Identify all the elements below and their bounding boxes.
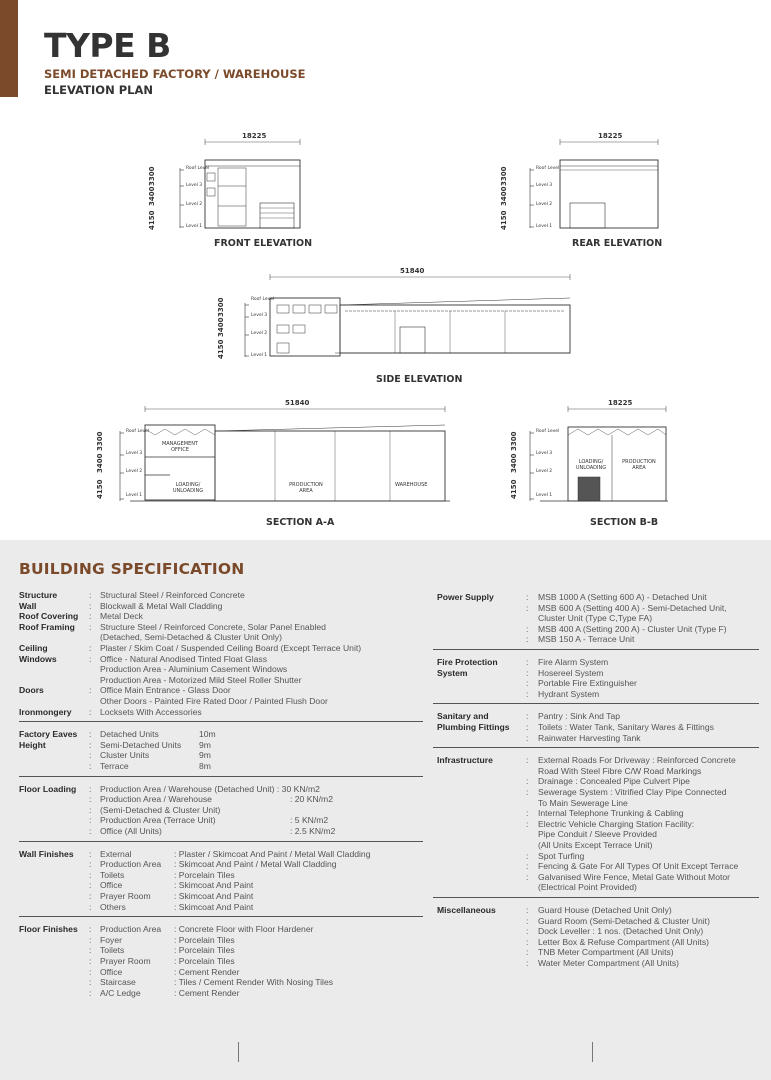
spec-bullet: : (526, 915, 529, 926)
spec-bullet: : (526, 861, 529, 872)
spec-bullet: : (526, 634, 529, 645)
spec-bullet: : (526, 711, 529, 722)
spec-colon: : (89, 750, 92, 761)
spec-bullet: : (526, 818, 529, 829)
spec-value: Road With Steel Fibre C/W Road Markings (538, 765, 702, 776)
spec-bullet: : (526, 787, 529, 797)
spec-colon: : (89, 685, 92, 696)
spec-pair-value: : 2.5 KN/m2 (290, 826, 336, 836)
spec-value: Drainage : Concealed Pipe Culvert Pipe (538, 776, 690, 787)
spec-pair-key: Cluster Units (100, 750, 150, 761)
spec-bullet: : (526, 623, 529, 634)
spec-right-separator (433, 649, 759, 650)
spec-value: Blockwall & Metal Wall Cladding (100, 600, 223, 611)
spec-colon: : (89, 826, 92, 836)
spec-colon: : (89, 729, 92, 740)
spec-label: Floor Loading (19, 783, 77, 794)
spec-value: Guard Room (Semi-Detached & Cluster Unit) (538, 915, 710, 926)
spec-pair-key: (Semi-Detached & Cluster Unit) (100, 804, 221, 815)
rear-height-1: 4150 (500, 210, 508, 230)
page-title: TYPE B (44, 26, 171, 65)
spec-label: Sanitary and Plumbing Fittings (437, 711, 510, 732)
spec-value: MSB 600 A (Setting 400 A) - Semi-Detached Unit, (538, 602, 727, 613)
spec-label: Infrastructure (437, 755, 493, 766)
spec-colon: : (89, 600, 92, 611)
front-level-1: Level 1 (186, 224, 203, 229)
rear-level-roof: Roof Level (536, 166, 560, 171)
spec-right-separator (433, 897, 759, 898)
spec-pair-value: : Skimcoat And Paint / Metal Wall Cladding (174, 859, 337, 870)
spec-value: Cluster Unit (Type C,Type FA) (538, 613, 653, 624)
spec-colon: : (89, 880, 92, 891)
section-b-height-1: 4150 (510, 479, 518, 499)
spec-value: TNB Meter Compartment (All Units) (538, 947, 674, 958)
front-level-2: Level 2 (186, 202, 203, 207)
spec-bullet: : (526, 602, 529, 613)
side-level-2: Level 2 (251, 331, 268, 336)
spec-label: Factory Eaves Height (19, 729, 78, 750)
spec-pair-value: : Porcelain Tiles (174, 869, 235, 880)
spec-pair-value: : Tiles / Cement Render With Nosing Tiles (174, 977, 334, 988)
spec-colon: : (89, 761, 92, 771)
spec-pair-key: Production Area (Terrace Unit) (100, 815, 216, 826)
spec-value: Spot Turfing (538, 850, 585, 861)
rear-level-1: Level 1 (536, 224, 553, 229)
side-width-dim: 51840 (400, 267, 425, 275)
spec-colon: : (89, 848, 92, 859)
spec-value: (All Units Except Terrace Unit) (538, 840, 653, 850)
spec-value: (Electrical Point Provided) (538, 882, 637, 893)
spec-colon: : (89, 977, 92, 988)
spec-value: Fencing & Gate For All Types Of Unit Except Terrace (538, 861, 739, 872)
spec-value: Sewerage System : Vitrified Clay Pipe Connected (538, 787, 727, 797)
section-a-label-office: MANAGEMENT OFFICE (161, 441, 199, 453)
spec-bullet: : (526, 667, 529, 678)
spec-pair-key: External (100, 848, 132, 859)
spec-value: Plaster / Skim Coat / Suspended Ceiling Board (Except Terrace Unit) (100, 643, 362, 653)
spec-pair-value: : Porcelain Tiles (174, 945, 235, 956)
spec-pair-key: Prayer Room (100, 891, 151, 901)
section-b-label-production: PRODUCTION AREA (622, 459, 656, 471)
spec-value: MSB 150 A - Terrace Unit (538, 634, 635, 645)
side-height-3: 3300 (217, 297, 225, 317)
front-height-1: 4150 (148, 210, 156, 230)
section-a-label-warehouse: WAREHOUSE (395, 482, 428, 488)
spec-right-separator (433, 703, 759, 704)
front-level-roof: Roof Level (186, 166, 210, 171)
spec-value: Metal Deck (100, 611, 143, 622)
spec-colon: : (89, 621, 92, 632)
spec-label: Power Supply (437, 592, 494, 602)
section-b-level-2: Level 2 (536, 469, 553, 474)
rear-height-3: 3300 (500, 166, 508, 186)
spec-pair-key: Semi-Detached Units (100, 739, 182, 750)
spec-bullet: : (526, 936, 529, 947)
section-b-height-3: 3300 (510, 431, 518, 451)
footer-divider-left (238, 1042, 239, 1062)
spec-bullet: : (526, 871, 529, 882)
spec-bullet: : (526, 688, 529, 699)
spec-colon: : (89, 643, 92, 653)
side-level-1: Level 1 (251, 353, 268, 358)
spec-value: Other Doors - Painted Fire Rated Door / Painted Flush Door (100, 696, 328, 706)
spec-pair-value: : Plaster / Skimcoat And Paint / Metal Wall Cladding (174, 848, 371, 859)
section-a-label-loading: LOADING/ UNLOADING (172, 482, 204, 494)
spec-colon: : (89, 706, 92, 717)
section-a-caption: SECTION A-A (266, 517, 335, 528)
front-width-dim: 18225 (242, 132, 267, 140)
page-subtitle-2: ELEVATION PLAN (44, 83, 153, 97)
rear-level-2: Level 2 (536, 202, 553, 207)
spec-pair-value: : Skimcoat And Paint (174, 901, 254, 912)
spec-label: Roof Covering (19, 611, 79, 622)
spec-pair-value: : Skimcoat And Paint (174, 891, 254, 901)
spec-label: Ceiling (19, 643, 48, 653)
spec-bullet: : (526, 592, 529, 602)
spec-label: Ironmongery (19, 706, 72, 717)
spec-label: Miscellaneous (437, 905, 496, 915)
rear-level-3: Level 3 (536, 183, 553, 188)
spec-bullet: : (526, 755, 529, 766)
spec-bullet: : (526, 958, 529, 968)
section-a-width-dim: 51840 (285, 399, 310, 407)
front-elevation-drawing (148, 128, 313, 253)
spec-value: (Detached, Semi-Detached & Cluster Unit Only) (100, 632, 282, 643)
side-level-3: Level 3 (251, 313, 268, 318)
spec-pair-value: 9m (199, 750, 211, 761)
spec-bullet: : (526, 732, 529, 743)
spec-left-separator (19, 776, 423, 777)
spec-colon: : (89, 815, 92, 826)
spec-value: Pipe Conduit / Sleeve Provided (538, 829, 657, 840)
spec-pair-key: Office (100, 880, 123, 891)
spec-value: Structural Steel / Reinforced Concrete (100, 590, 245, 600)
spec-pair-key: Terrace (100, 761, 129, 771)
rear-elevation-drawing (500, 128, 663, 253)
page-subtitle: SEMI DETACHED FACTORY / WAREHOUSE (44, 67, 306, 81)
section-b-caption: SECTION B-B (590, 517, 659, 528)
spec-colon: : (89, 804, 92, 815)
section-a-label-production: PRODUCTION AREA (289, 482, 323, 494)
spec-value: MSB 1000 A (Setting 600 A) - Detached Unit (538, 592, 707, 602)
section-a-height-1: 4150 (96, 479, 104, 499)
rear-width-dim: 18225 (598, 132, 623, 140)
section-b-height-2: 3400 (510, 453, 518, 473)
spec-pair-key: A/C Ledge (100, 987, 141, 998)
side-height-2: 3400 (217, 317, 225, 337)
spec-colon: : (89, 987, 92, 998)
spec-pair-key: Production Area / Warehouse (Detached Unit) : 30 KN/m2 (100, 783, 320, 794)
side-elevation-drawing (215, 265, 575, 375)
spec-value: Office Main Entrance - Glass Door (100, 685, 231, 696)
spec-value: Office - Natural Anodised Tinted Float Glass (100, 653, 268, 664)
spec-value: Galvanised Wire Fence, Metal Gate Without Motor (538, 871, 730, 882)
front-elevation-caption: FRONT ELEVATION (214, 238, 313, 249)
section-a-drawing (90, 395, 460, 515)
spec-pair-value: : Cement Render (174, 987, 240, 998)
spec-bullet: : (526, 850, 529, 861)
spec-value: To Main Sewerage Line (538, 797, 628, 808)
spec-left-separator (19, 721, 423, 722)
footer-divider-right (592, 1042, 593, 1062)
spec-pair-key: Foyer (100, 934, 122, 945)
spec-pair-key: Staircase (100, 977, 136, 988)
spec-bullet: : (526, 722, 529, 732)
spec-pair-value: 10m (199, 729, 216, 740)
front-level-3: Level 3 (186, 183, 203, 188)
spec-value: Fire Alarm System (538, 657, 609, 667)
spec-colon: : (89, 611, 92, 622)
spec-colon: : (89, 956, 92, 966)
spec-pair-value: : 20 KN/m2 (290, 794, 333, 805)
spec-value: Structure Steel / Reinforced Concrete, Solar Panel Enabled (100, 621, 326, 632)
spec-pair-key: Production Area (100, 924, 162, 935)
brand-accent-bar (0, 0, 18, 97)
spec-value: Toilets : Water Tank, Sanitary Wares & Fittings (538, 722, 714, 732)
spec-value: Hosereel System (538, 667, 604, 678)
spec-label: Wall (19, 600, 37, 611)
rear-elevation-caption: REAR ELEVATION (572, 238, 663, 249)
rear-height-2: 3400 (500, 186, 508, 206)
spec-value: Internal Telephone Trunking & Cabling (538, 808, 684, 819)
spec-pair-value: : Porcelain Tiles (174, 956, 235, 966)
spec-value: Letter Box & Refuse Compartment (All Units) (538, 936, 709, 947)
spec-colon: : (89, 859, 92, 870)
spec-pair-value: : 5 KN/m2 (290, 815, 329, 826)
spec-pair-key: Office (100, 966, 123, 977)
spec-colon: : (89, 783, 92, 794)
spec-value: Water Meter Compartment (All Units) (538, 958, 680, 968)
section-a-height-3: 3300 (96, 431, 104, 451)
spec-pair-value: : Porcelain Tiles (174, 934, 235, 945)
specification-title: BUILDING SPECIFICATION (19, 560, 245, 578)
spec-bullet: : (526, 808, 529, 819)
spec-bullet: : (526, 657, 529, 667)
front-height-2: 3400 (148, 186, 156, 206)
spec-colon: : (89, 653, 92, 664)
spec-colon: : (89, 901, 92, 912)
spec-value: Guard House (Detached Unit Only) (538, 905, 672, 915)
spec-colon: : (89, 739, 92, 750)
section-a-level-2: Level 2 (126, 469, 143, 474)
spec-pair-value: : Concrete Floor with Floor Hardener (174, 924, 314, 935)
side-level-roof: Roof Level (251, 297, 275, 302)
spec-value: Locksets With Accessories (100, 706, 202, 717)
spec-pair-value: 8m (199, 761, 211, 771)
spec-pair-key: Detached Units (100, 729, 159, 740)
spec-label: Roof Framing (19, 621, 75, 632)
spec-label: Doors (19, 685, 44, 696)
section-b-label-loading: LOADING/ UNLOADING (575, 459, 607, 471)
section-a-level-3: Level 3 (126, 451, 143, 456)
spec-label: Floor Finishes (19, 924, 78, 935)
spec-colon: : (89, 869, 92, 880)
spec-colon: : (89, 934, 92, 945)
spec-bullet: : (526, 905, 529, 915)
spec-colon: : (89, 590, 92, 600)
section-b-level-roof: Roof Level (536, 429, 560, 434)
spec-value: MSB 400 A (Setting 200 A) - Cluster Unit (Type F) (538, 623, 727, 634)
spec-colon: : (89, 945, 92, 956)
section-a-level-roof: Roof Level (126, 429, 150, 434)
spec-left-separator (19, 916, 423, 917)
spec-label: Structure (19, 590, 58, 600)
section-b-level-1: Level 1 (536, 493, 553, 498)
spec-value: Rainwater Harvesting Tank (538, 732, 641, 743)
spec-bullet: : (526, 678, 529, 689)
side-height-1: 4150 (217, 339, 225, 359)
spec-bullet: : (526, 947, 529, 958)
section-a-height-2: 3400 (96, 453, 104, 473)
section-a-level-1: Level 1 (126, 493, 143, 498)
spec-bullet: : (526, 926, 529, 937)
spec-colon: : (89, 966, 92, 977)
spec-pair-key: Prayer Room (100, 956, 151, 966)
spec-colon: : (89, 794, 92, 805)
side-elevation-caption: SIDE ELEVATION (376, 374, 463, 385)
spec-pair-key: Toilets (100, 869, 125, 880)
spec-pair-key: Production Area / Warehouse (100, 794, 212, 805)
spec-value: Portable Fire Extinguisher (538, 678, 637, 689)
front-height-3: 3300 (148, 166, 156, 186)
section-b-level-3: Level 3 (536, 451, 553, 456)
spec-value: Electric Vehicle Charging Station Facility: (538, 818, 695, 829)
spec-value: External Roads For Driveway : Reinforced Concrete (538, 755, 736, 766)
spec-value: Dock Leveller : 1 nos. (Detached Unit Only) (538, 926, 704, 937)
spec-value: Production Area - Aluminium Casement Windows (100, 664, 288, 675)
spec-pair-key: Office (All Units) (100, 826, 162, 836)
section-b-drawing (500, 395, 670, 515)
spec-label: Wall Finishes (19, 848, 74, 859)
spec-left-separator (19, 841, 423, 842)
spec-value: Hydrant System (538, 688, 600, 699)
spec-bullet: : (526, 776, 529, 787)
spec-pair-value: 9m (199, 739, 211, 750)
spec-pair-value: : Skimcoat And Paint (174, 880, 254, 891)
spec-label: Windows (19, 653, 57, 664)
spec-label: Fire Protection System (437, 657, 498, 678)
spec-value: Production Area - Motorized Mild Steel Roller Shutter (100, 674, 302, 685)
spec-pair-key: Toilets (100, 945, 125, 956)
spec-value: Pantry : Sink And Tap (538, 711, 621, 722)
spec-pair-value: : Cement Render (174, 966, 240, 977)
spec-colon: : (89, 924, 92, 935)
section-b-width-dim: 18225 (608, 399, 633, 407)
spec-pair-key: Production Area (100, 859, 162, 870)
spec-right-separator (433, 747, 759, 748)
spec-pair-key: Others (100, 901, 126, 912)
spec-colon: : (89, 891, 92, 901)
